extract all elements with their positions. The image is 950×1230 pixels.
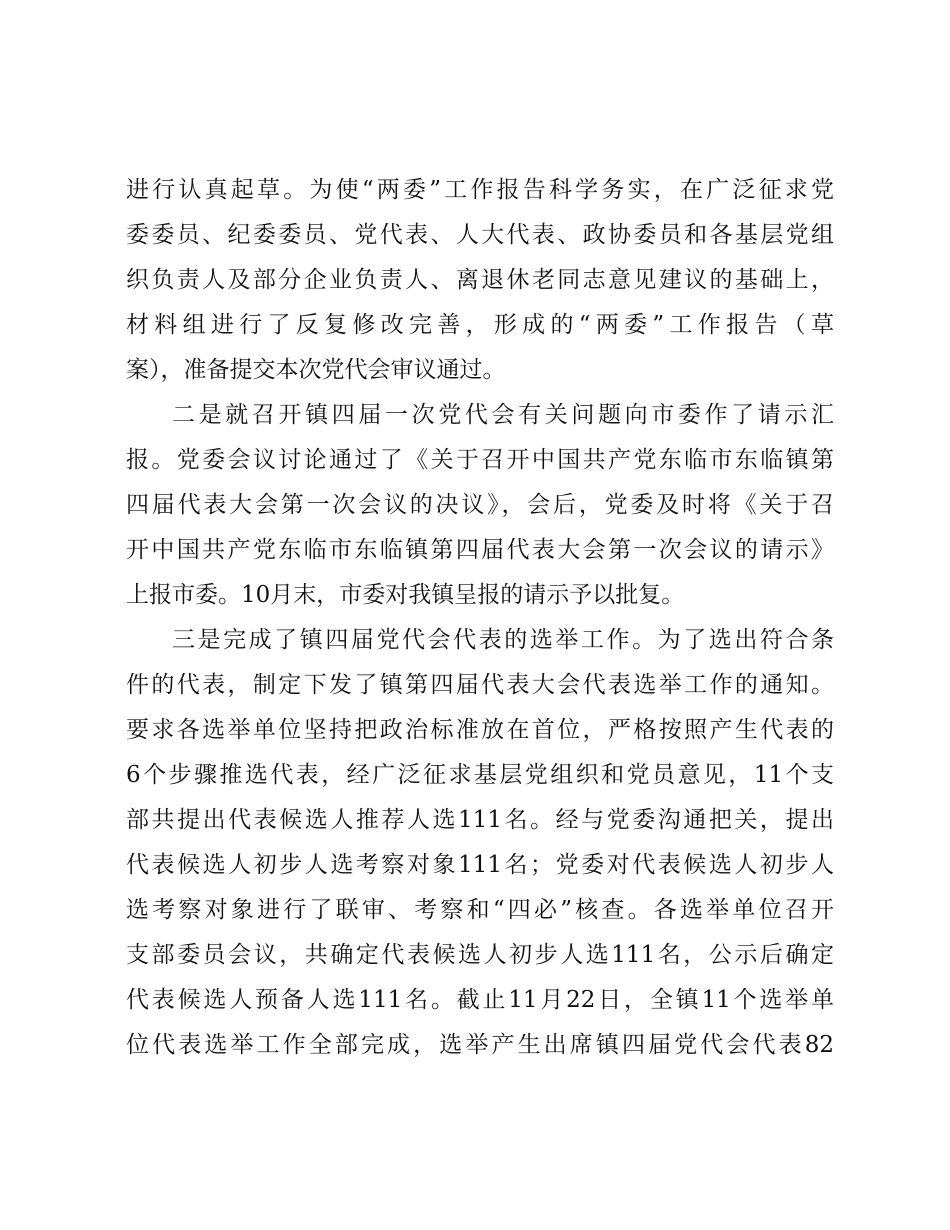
paragraph-first-line: 二是就召开镇四届一次党代会有关问题向市委作了请示汇 <box>172 402 834 428</box>
paragraph-first-line: 三是完成了镇四届党代会代表的选举工作。为了选出符合条 <box>172 627 834 653</box>
text-line: 6个步骤推选代表，经广泛征求基层党组织和党员意见，11个支 <box>126 762 834 788</box>
text-line: 代表候选人预备人选111名。截止11月22日，全镇11个选举单 <box>126 987 834 1013</box>
text-line: 织负责人及部分企业负责人、离退休老同志意见建议的基础上， <box>126 267 834 293</box>
text-line: 代表候选人初步人选考察对象111名；党委对代表候选人初步人 <box>126 852 834 878</box>
text-line: 部共提出代表候选人推荐人选111名。经与党委沟通把关，提出 <box>126 807 834 833</box>
text-line: 件的代表，制定下发了镇第四届代表大会代表选举工作的通知。 <box>126 672 834 698</box>
text-line: 选考察对象进行了联审、考察和“四必”核查。各选举单位召开 <box>126 897 834 923</box>
text-line: 委委员、纪委委员、党代表、人大代表、政协委员和各基层党组 <box>126 222 834 248</box>
text-line: 位代表选举工作全部完成，选举产生出席镇四届党代会代表82 <box>126 1032 834 1058</box>
text-line: 支部委员会议，共确定代表候选人初步人选111名，公示后确定 <box>126 942 834 968</box>
text-line: 案），准备提交本次党代会审议通过。 <box>126 357 506 383</box>
text-line: 材料组进行了反复修改完善，形成的“两委”工作报告（草 <box>126 312 834 338</box>
text-line: 开中国共产党东临市东临镇第四届代表大会第一次会议的请示》 <box>126 537 834 563</box>
text-line: 上报市委。10月末，市委对我镇呈报的请示予以批复。 <box>126 582 685 608</box>
text-line: 要求各选举单位坚持把政治标准放在首位，严格按照产生代表的 <box>126 717 834 743</box>
text-line: 四届代表大会第一次会议的决议》，会后，党委及时将《关于召 <box>126 492 834 518</box>
text-line: 进行认真起草。为使“两委”工作报告科学务实，在广泛征求党 <box>126 177 834 203</box>
text-line: 报。党委会议讨论通过了《关于召开中国共产党东临市东临镇第 <box>126 447 834 473</box>
